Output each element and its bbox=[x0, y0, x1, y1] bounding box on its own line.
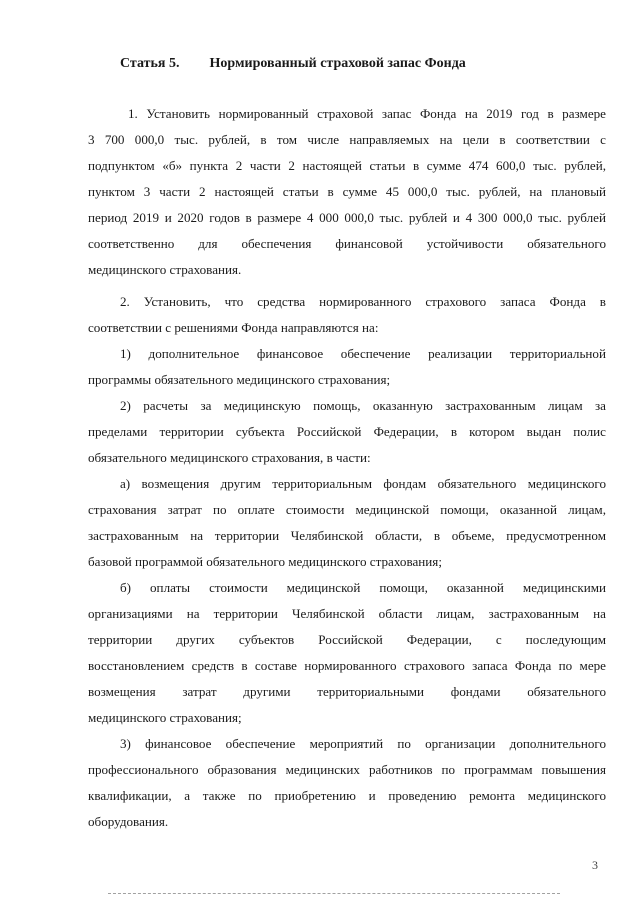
text-line: застрахованным на территории Челябинской области, в объеме, предусмотренном bbox=[88, 528, 606, 543]
text-line: б) оплаты стоимости медицинской помощи, оказанной медицинскими bbox=[120, 580, 606, 595]
text-line: 3) финансовое обеспечение мероприятий по организации дополнительного bbox=[120, 736, 606, 751]
text-line: медицинского страхования; bbox=[88, 710, 242, 725]
text-line: пунктом 3 части 2 настоящей статьи в сумме 45 000,0 тыс. рублей, на плановый bbox=[88, 184, 606, 199]
text-line: а) возмещения другим территориальным фондам обязательного медицинского bbox=[120, 476, 606, 491]
text-line: 1. Установить нормированный страховой запас Фонда на 2019 год в размере bbox=[128, 106, 606, 121]
article-body bbox=[88, 101, 606, 835]
sub-item-a bbox=[88, 471, 606, 575]
article-title: Нормированный страховой запас Фонда bbox=[209, 56, 466, 71]
text-line: соответствии с решениями Фонда направляются на: bbox=[88, 320, 379, 335]
text-line: восстановлением средств в составе нормированного страхового запаса Фонда по мере bbox=[88, 658, 606, 673]
text-line: 2. Установить, что средства нормированного страхового запаса Фонда в bbox=[120, 294, 606, 309]
text-line: обязательного медицинского страхования, в части: bbox=[88, 450, 371, 465]
text-line: медицинского страхования. bbox=[88, 262, 242, 277]
text-line: 3 700 000,0 тыс. рублей, в том числе направляемых на цели в соответствии с bbox=[88, 132, 606, 147]
text-line: квалификации, а также по приобретению и проведению ремонта медицинского bbox=[88, 788, 606, 803]
paragraph-1 bbox=[88, 101, 606, 283]
text-line: страхования затрат по оплате стоимости медицинской помощи, оказанной лицам, bbox=[88, 502, 606, 517]
text-line: подпунктом «б» пункта 2 части 2 настоящей статьи в сумме 474 600,0 тыс. рублей, bbox=[88, 158, 606, 173]
scan-edge-line bbox=[108, 893, 560, 894]
text-line: период 2019 и 2020 годов в размере 4 000 000,0 тыс. рублей и 4 300 000,0 тыс. рублей bbox=[88, 210, 606, 225]
text-line: соответственно для обеспечения финансовой устойчивости обязательного bbox=[88, 236, 606, 251]
paragraph-2 bbox=[88, 289, 606, 341]
list-item-3 bbox=[88, 731, 606, 835]
article-label: Статья 5. bbox=[120, 56, 180, 71]
text-line: территории других субъектов Российской Федерации, с последующим bbox=[88, 632, 606, 647]
text-line: оборудования. bbox=[88, 814, 169, 829]
list-item-1 bbox=[88, 341, 606, 393]
sub-item-b bbox=[88, 575, 606, 731]
text-line: 1) дополнительное финансовое обеспечение реализации территориальной bbox=[120, 346, 606, 361]
article-heading bbox=[120, 56, 466, 72]
text-line: 2) расчеты за медицинскую помощь, оказанную застрахованным лицам за bbox=[120, 398, 606, 413]
text-line: организациями на территории Челябинской области лицам, застрахованным на bbox=[88, 606, 606, 621]
text-line: программы обязательного медицинского страхования; bbox=[88, 372, 391, 387]
text-line: базовой программой обязательного медицинского страхования; bbox=[88, 554, 442, 569]
text-line: возмещения затрат другими территориальными фондами обязательного bbox=[88, 684, 606, 699]
page-number: 3 bbox=[592, 858, 598, 872]
text-line: профессионального образования медицинских работников по программам повышения bbox=[88, 762, 606, 777]
list-item-2 bbox=[88, 393, 606, 471]
text-line: пределами территории субъекта Российской Федерации, в котором выдан полис bbox=[88, 424, 606, 439]
